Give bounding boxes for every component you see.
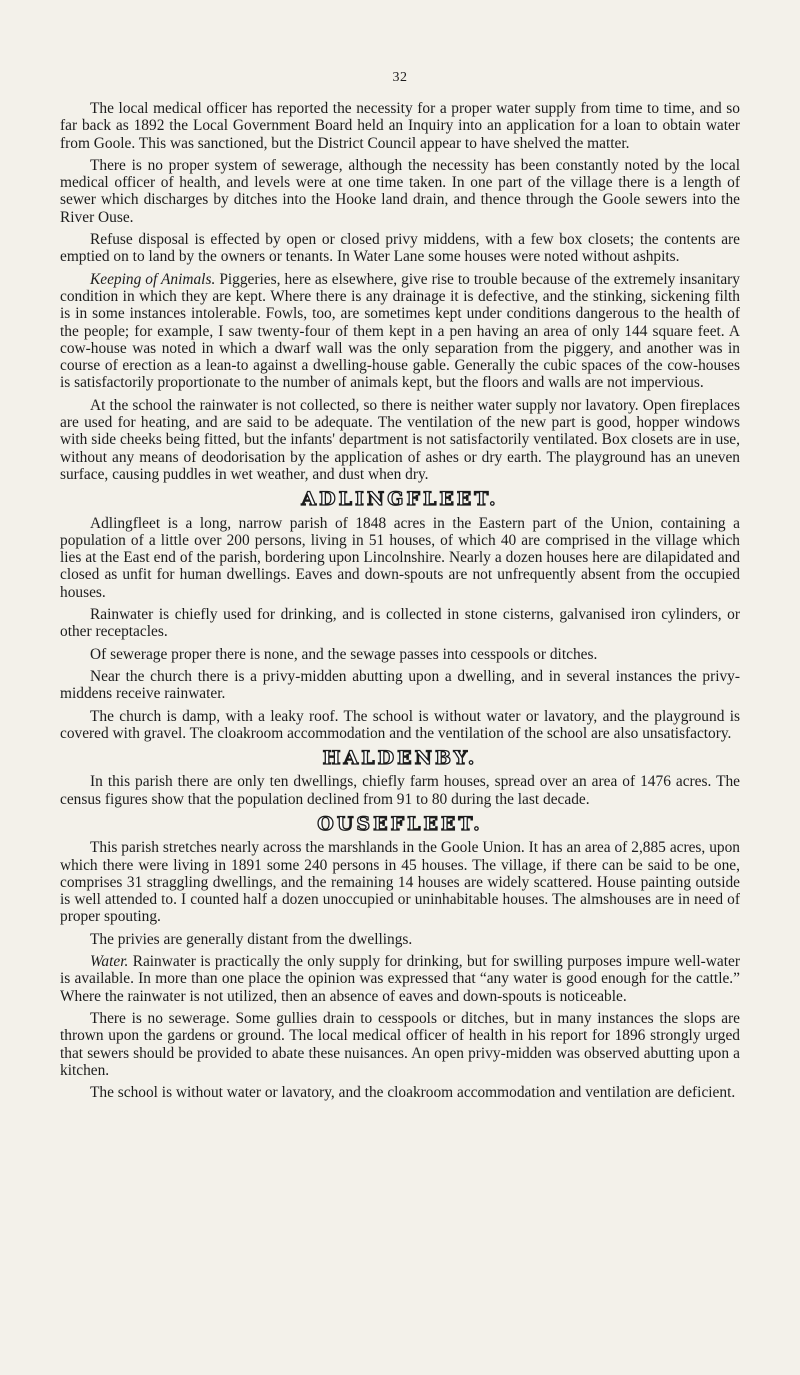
heading-haldenby: HALDENBY.	[322, 747, 478, 770]
paragraph-ousefleet-privies: The privies are generally distant from the dwellings.	[90, 930, 413, 948]
page-number: 32	[392, 70, 408, 85]
paragraph-ousefleet-school: The school is without water or lavatory, and the cloakroom accommodation and ventilation are deficient.	[90, 1084, 736, 1102]
water-lead: Water.	[90, 953, 129, 971]
water-text: Rainwater is practically the only supply for drinking, but for swilling purposes impure well-water is available. In more than one place the opinion was expressed that “any water is good enough for the cattle.” Where the rainwater is not utilized, then an absence of eaves and down-spouts is noticeable.	[60, 953, 740, 1005]
paragraph-ousefleet-intro: This parish stretches nearly across the marshlands in the Goole Union. It has an area of 2,885 acres, upon which there were living in 1891 some 240 persons in 45 houses. The village, if there can be said to be one, comprises 31 straggling dwellings, and the remaining 14 houses are widely scattered. House painting outside is well attended to. I counted half a dozen unoccupied or uninhabitable houses. The almshouses are in need of proper spouting.	[60, 839, 740, 926]
animals-text: Piggeries, here as elsewhere, give rise to trouble because of the extremely insanitary condition in which they are kept. Where there is any drainage it is defective, and the stinking, sickening filth is in some instances intolerable. Fowls, too, are sometimes kept under conditions dangerous to the health of the people; for example, I saw twenty-four of them kept in a pen having an area of only 144 square feet. A cow-house was noted in which a dwarf wall was the only separation from the piggery, and another was in course of erection as a lean-to against a dwelling-house gable. Generally the cubic spaces of the cow-houses is satisfactorily proportionate to the number of animals kept, but the floors and walls are not impervious.	[60, 270, 740, 392]
paragraph-adlingfleet-intro: Adlingfleet is a long, narrow parish of 1848 acres in the Eastern part of the Union, containing a population of a little over 200 persons, living in 51 houses, of which 40 are comprised in the village which lies at the East end of the parish, bordering upon Lincolnshire. Nearly a dozen houses here are dilapidated and closed as unfit for human dwellings. Eaves and down-spouts are not unfrequently absent from the occupied houses.	[60, 514, 740, 601]
paragraph-haldenby: In this parish there are only ten dwellings, chiefly farm houses, spread over an area of 1476 acres. The census figures show that the population declined from 91 to 80 during the last decade.	[60, 773, 740, 808]
paragraph-animals	[60, 271, 740, 392]
paragraph-adlingfleet-privy: Near the church there is a privy-midden abutting upon a dwelling, and in several instances the privy-middens receive rainwater.	[60, 667, 740, 703]
paragraph-ousefleet-sewerage: There is no sewerage. Some gullies drain to cesspools or ditches, but in many instances the slops are thrown upon the gardens or ground. The local medical officer of health in his report for 1896 strongly urged that sewers should be provided to abate these nuisances. An open privy-midden was observed abutting upon a kitchen.	[60, 1009, 740, 1079]
paragraph-school: At the school the rainwater is not collected, so there is neither water supply nor lavatory. Open fireplaces are used for heating, and are said to be adequate. The ventilation of the new part is good, hopper windows with side cheeks being fitted, but the infants' department is not satisfactorily ventilated. Box closets are in use, without any means of deodorisation by the application of ashes or dry earth. The playground has an uneven surface, causing puddles in wet weather, and dust when dry.	[60, 396, 740, 483]
paragraph-sewerage: There is no proper system of sewerage, although the necessity has been constantly noted by the local medical officer of health, and levels were at one time taken. In one part of the village there is a length of sewer which discharges by ditches into the Hooke land drain, and thence through the Goole sewers into the River Ouse.	[60, 156, 740, 226]
paragraph-water	[60, 953, 740, 1005]
paragraph-water-supply: The local medical officer has reported the necessity for a proper water supply from time to time, and so far back as 1892 the Local Government Board held an Inquiry into an application for a loan to obtain water from Goole. This was sanctioned, but the District Council appear to have shelved the matter.	[60, 100, 740, 152]
paragraph-refuse: Refuse disposal is effected by open or closed privy middens, with a few box closets; the contents are emptied on to land by the owners or tenants. In Water Lane some houses were noted without ashpits.	[60, 231, 740, 266]
heading-adlingfleet: ADLINGFLEET.	[301, 488, 499, 511]
paragraph-adlingfleet-sewerage: Of sewerage proper there is none, and the sewage passes into cesspools or ditches.	[90, 645, 598, 663]
paragraph-adlingfleet-church: The church is damp, with a leaky roof. The school is without water or lavatory, and the playground is covered with gravel. The cloakroom accommodation and the ventilation of the school are also unsatisfactory.	[60, 707, 740, 742]
animals-lead: Keeping of Animals.	[90, 270, 216, 288]
paragraph-adlingfleet-rainwater: Rainwater is chiefly used for drinking, and is collected in stone cisterns, galvanised iron cylinders, or other receptacles.	[60, 606, 740, 641]
heading-ousefleet: OUSEFLEET.	[317, 812, 483, 835]
page-body	[60, 100, 740, 1106]
